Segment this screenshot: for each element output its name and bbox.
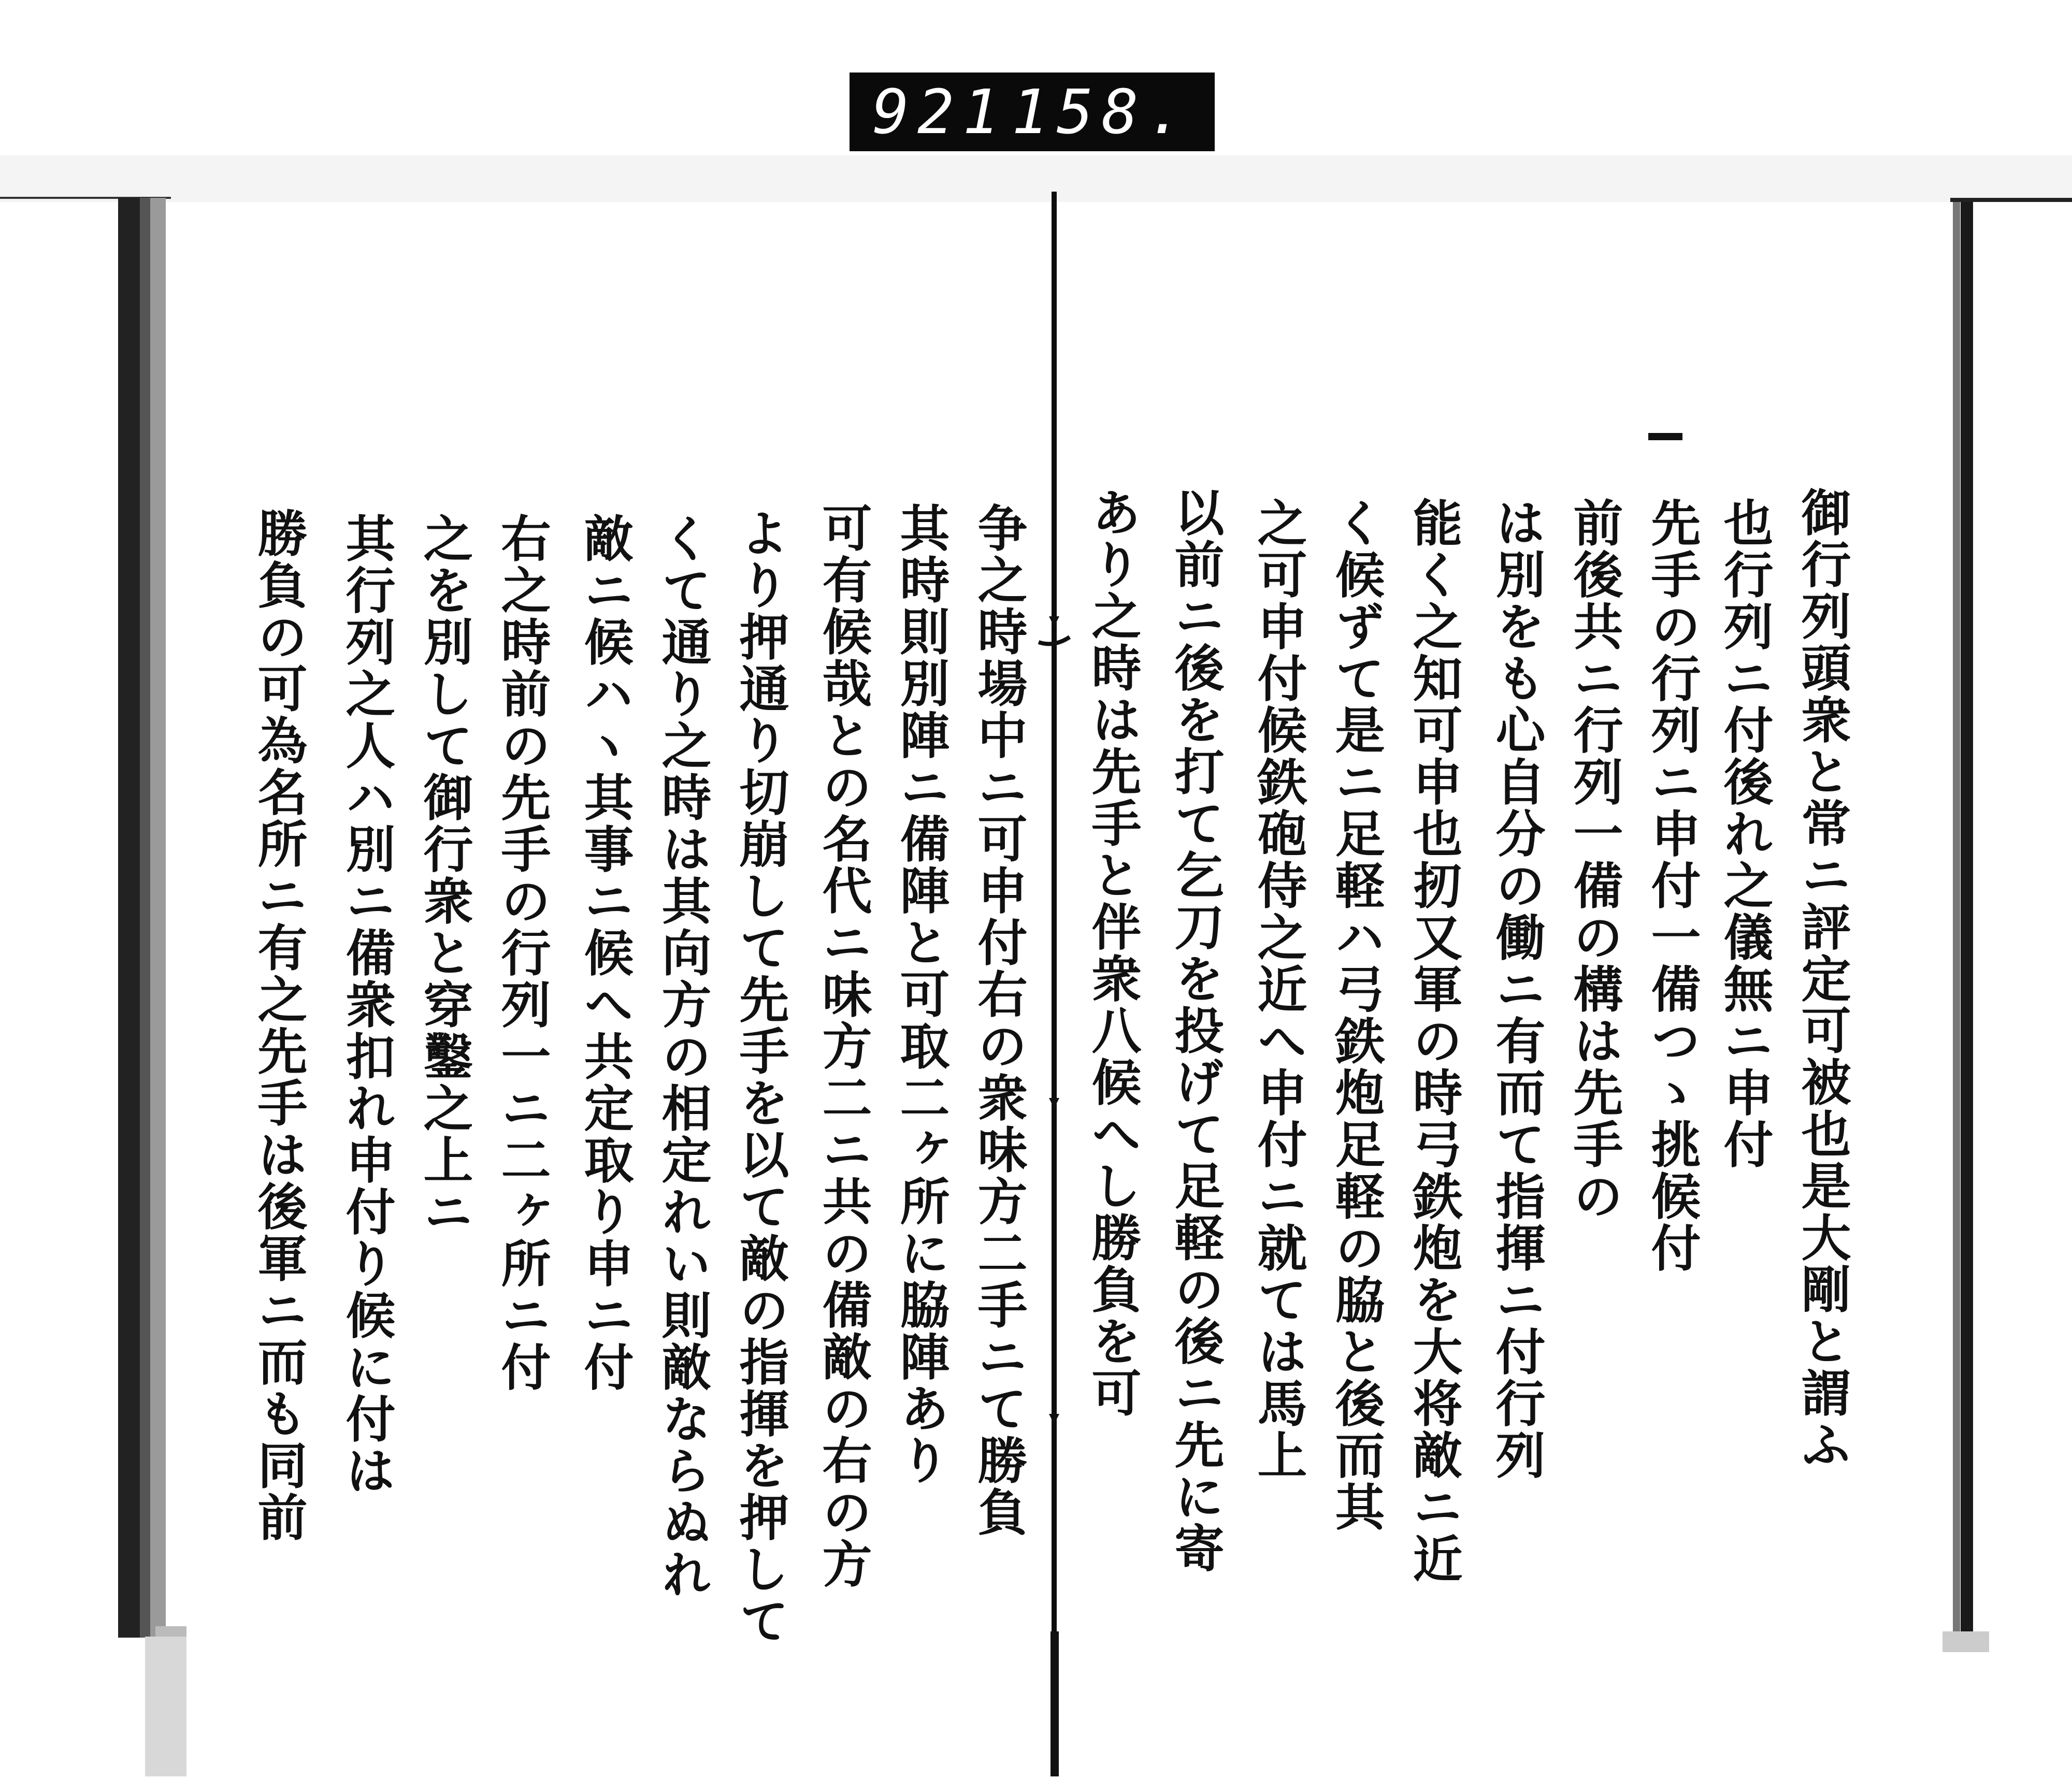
reel-number-left: 921 [872,76,1008,148]
text-column: は別をも心自分の働ニ有而て指揮ニ付行列 [1488,497,1546,1481]
text-column: 争之時場中ニ可申付右の衆味方二手ニて勝負 [970,502,1028,1538]
text-column: く候ずて是ニ足軽ハ弓鉄炮足軽の脇と後而其 [1327,497,1386,1533]
text-column: 其時則別陣ニ備陣と可取二ヶ所に脇陣あり [892,502,951,1486]
text-column: 右之時前の先手の行列一ニ二ヶ所ニ付 [493,513,552,1393]
text-column: 之を別して御行衆と穿鑿之上ニ [415,513,474,1238]
text-column: くて通り之時は其向方の相定れい則敵ならぬれ [654,513,712,1600]
text-column: 勝負の可為名所ニ有之先手は後軍ニ而も同前 [250,508,308,1543]
text-column: 之可申付候鉄砲侍之近へ申付ニ就ては馬上 [1249,497,1308,1481]
text-column: 敵ニ候ハヽ其事ニ候へ共定取り申ニ付 [576,513,635,1393]
text-column: あり之時は先手と伴衆八候へし勝負を可 [1084,487,1142,1419]
text-column: 其行列之人ハ別ニ備衆扣れ申付り候に付は [338,513,396,1497]
text-column: より押通り切崩して先手を以て敵の指揮を押して [731,508,790,1647]
text-column: 可有候哉との名代ニ味方二ニ共の備敵の右の方 [814,502,873,1590]
text-column: 先手の行列ニ申付一備つゝ挑候付 [1643,497,1702,1274]
text-column: 也行列ニ付後れ之儀無ニ申付 [1716,497,1774,1170]
text-column: 能く之知可申也扨又軍の時弓鉄炮を大将敵ニ近 [1405,497,1463,1585]
reel-number-right: 158. [1011,76,1192,148]
text-column: 前後共ニ行列一備の構は先手の [1565,497,1624,1222]
text-column: 御行列頭衆と常ニ評定可被也是大剛と謂ふ [1793,487,1852,1471]
text-column: 以前ニ後を打て乞刀を投げて足軽の後ニ先に寄 [1167,487,1225,1574]
